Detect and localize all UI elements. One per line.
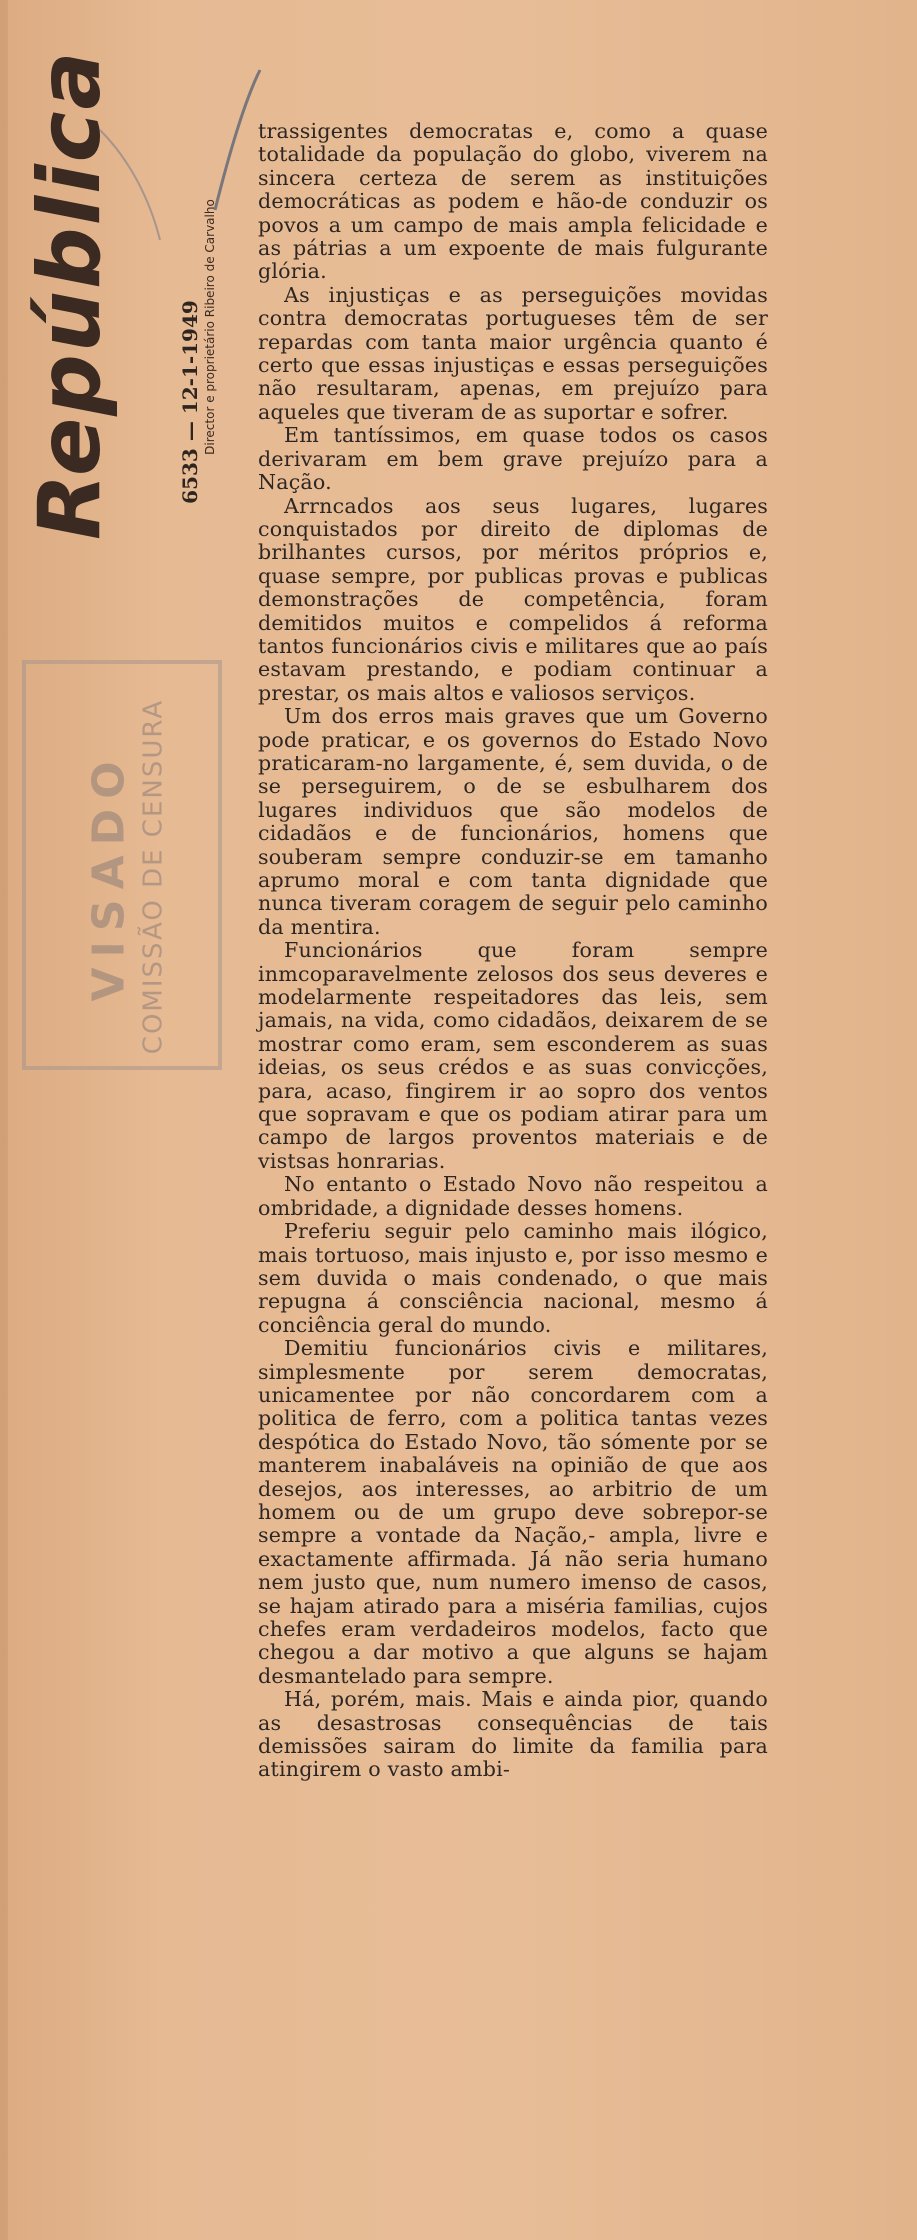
stamp-line-comissao: COMISSÃO DE CENSURA <box>138 698 169 1055</box>
article-paragraph: Funcionários que foram sempre inmcoparavelmente zelosos dos seus deveres e modelarmente respeitadores das leis, sem jamais, na vida, como cidadãos, deixarem de se mostrar como eram, sem esconderem as suas ideias, os seus crédos e as suas convicções, para, acaso, fingirem ir ao sopro dos ventos que sopravam e que os podiam atirar para um campo de largos proventos materiais e de vistsas honrarias. <box>258 938 768 1173</box>
article-paragraph: Preferiu seguir pelo caminho mais ilógico, mais tortuoso, mais injusto e, por isso mesmo e sem duvida o mais condenado, o que mais repugna á consciência nacional, mesmo á conciência geral do mundo. <box>258 1219 768 1337</box>
stamp-line-visado: VISADO <box>83 751 135 1002</box>
article-paragraph: trassigentes democratas e, como a quase totalidade da população do globo, viverem na sincera certeza de serem as instituições democráticas as podem e hão-de conduzir os povos a um campo de mais ampla felicidade e as pátrias a um expoente de mais fulgurante glória. <box>258 119 768 284</box>
masthead <box>0 49 240 700</box>
masthead-title: República <box>20 49 120 540</box>
censorship-stamp <box>22 660 222 1070</box>
article-paragraph: No entanto o Estado Novo não respeitou a ombridade, a dignidade desses homens. <box>258 1172 768 1220</box>
article-body <box>258 120 768 1782</box>
article-paragraph: Em tantíssimos, em quase todos os casos derivaram em bem grave prejuízo para a Nação. <box>258 423 768 495</box>
article-paragraph: As injustiças e as perseguições movidas contra democratas portugueses têm de ser repardas com tanta maior urgência quanto é certo que essas injustiças e essas perseguições não resultaram, apenas, em prejuízo para aqueles que tiveram de as suportar e sofrer. <box>258 282 768 424</box>
article-paragraph: Um dos erros mais graves que um Governo pode praticar, e os governos do Estado Novo praticaram-no largamente, é, sem duvida, o de se perseguirem, o de se esbulharem dos lugares individuos que são modelos de cidadãos e de funcionários, homens que souberam sempre conduzir-se em tamanho aprumo moral e com tanta dignidade que nunca tiveram coragem de seguir pelo caminho da mentira. <box>258 704 768 939</box>
article-paragraph: Arrncados aos seus lugares, lugares conquistados por direito de diplomas de brilhantes cursos, por méritos próprios e, quase sempre, por publicas provas e publicas demonstrações de competência, foram demitidos muitos e compelidos á reforma tantos funcionários civis e militares que ao país estavam prestando, e podiam continuar a prestar, os mais altos e valiosos serviços. <box>258 493 768 705</box>
article-paragraph: Demitiu funcionários civis e militares, simplesmente por serem democratas, unicamentee por não concordarem com a politica de ferro, com a politica tantas vezes despótica do Estado Novo, tão sómente por se manterem inabaláveis na opinião de que aos desejos, aos interesses, ao arbitrio de um homem ou de um grupo deve sobrepor-se sempre a vontade da Nação,- ampla, livre e exactamente affirmada. Já não seria humano nem justo que, num numero imenso de casos, se hajam atirado para a miséria familias, cujos chefes eram verdadeiros modelos, facto que chegou a dar motivo a que alguns se hajam desmantelado para sempre. <box>258 1336 768 1688</box>
article-paragraph: Há, porém, mais. Mais e ainda pior, quando as desastrosas consequências de tais demissões sairam do limite da familia para atingirem o vasto ambi- <box>258 1687 768 1782</box>
stamp-text <box>84 687 169 1067</box>
masthead-date: 6533 — 12-1-1949 <box>178 300 202 504</box>
masthead-subtitle: Director e proprietário Ribeiro de Carvalho <box>203 199 217 455</box>
